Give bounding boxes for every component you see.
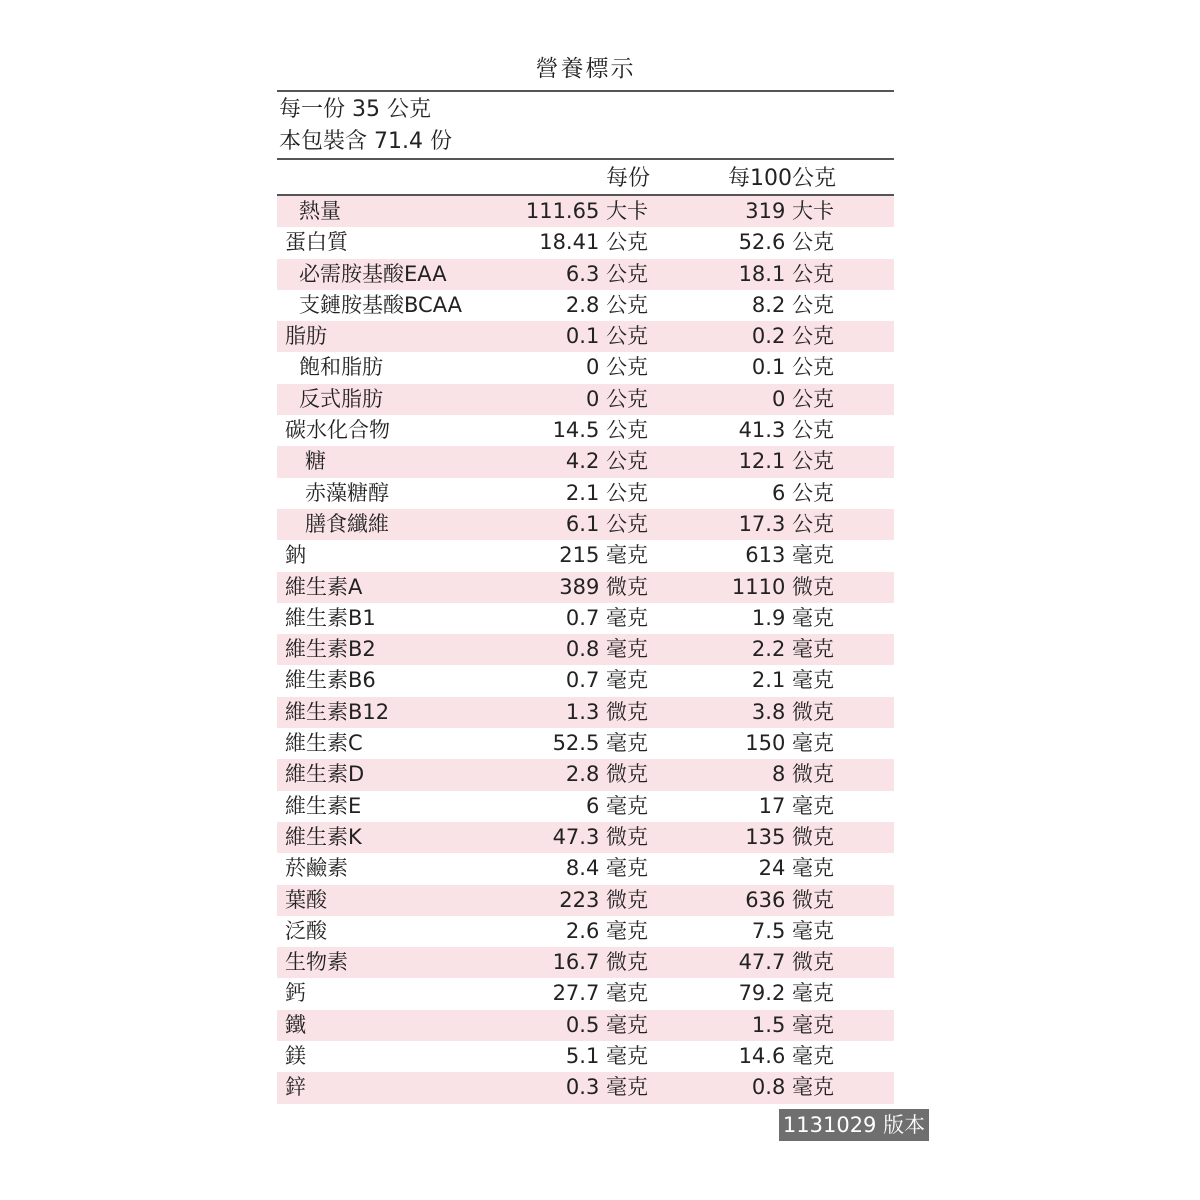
- nutrient-per-serving: 0.7 毫克: [565, 605, 648, 630]
- nutrient-row: [277, 446, 894, 477]
- nutrient-per-serving: 223 微克: [559, 887, 648, 912]
- nutrient-name: 膳食纖維: [305, 511, 389, 536]
- nutrient-per-serving: 2.1 公克: [565, 480, 648, 505]
- nutrient-name: 菸鹼素: [285, 856, 348, 881]
- nutrient-row: [277, 665, 894, 696]
- nutrient-name: 葉酸: [285, 887, 327, 912]
- nutrient-per-100g: 636 微克: [745, 887, 834, 912]
- nutrient-per-100g: 2.2 毫克: [751, 637, 834, 662]
- nutrient-row: [277, 978, 894, 1009]
- nutrient-per-serving: 0 公克: [585, 386, 648, 411]
- nutrient-per-100g: 18.1 公克: [738, 261, 834, 286]
- nutrient-per-serving: 6 毫克: [585, 793, 648, 818]
- nutrient-per-100g: 12.1 公克: [738, 449, 834, 474]
- nutrient-row: [277, 352, 894, 383]
- nutrient-per-serving: 14.5 公克: [552, 418, 648, 443]
- nutrient-row: [277, 259, 894, 290]
- nutrient-per-serving: 27.7 毫克: [552, 981, 648, 1006]
- nutrient-per-100g: 150 毫克: [745, 731, 834, 756]
- nutrient-row: [277, 196, 894, 227]
- column-header: [277, 160, 894, 194]
- nutrient-per-100g: 52.6 公克: [738, 230, 834, 255]
- nutrient-per-serving: 8.4 毫克: [565, 856, 648, 881]
- nutrient-name: 維生素E: [285, 793, 362, 818]
- nutrient-per-100g: 8.2 公克: [751, 292, 834, 317]
- nutrient-row: [277, 540, 894, 571]
- nutrient-per-100g: 41.3 公克: [738, 418, 834, 443]
- nutrient-per-serving: 2.8 公克: [565, 292, 648, 317]
- serving-info: [277, 92, 894, 158]
- nutrient-per-serving: 389 微克: [559, 574, 648, 599]
- nutrient-per-serving: 2.6 毫克: [565, 918, 648, 943]
- nutrient-per-serving: 47.3 微克: [552, 824, 648, 849]
- label-title: 營養標示: [535, 56, 636, 82]
- nutrient-per-serving: 6.1 公克: [565, 511, 648, 536]
- nutrient-row: [277, 1010, 894, 1041]
- nutrient-name: 熱量: [299, 199, 341, 223]
- nutrient-per-100g: 0.1 公克: [751, 355, 834, 380]
- nutrient-per-serving: 0.8 毫克: [565, 637, 648, 662]
- nutrient-row: [277, 1072, 894, 1103]
- nutrient-per-serving: 0.3 毫克: [565, 1075, 648, 1100]
- nutrient-per-serving: 2.8 微克: [565, 762, 648, 787]
- nutrient-per-100g: 135 微克: [745, 824, 834, 849]
- nutrient-per-100g: 24 毫克: [758, 856, 834, 881]
- nutrient-name: 維生素B12: [285, 699, 390, 724]
- nutrient-row: [277, 227, 894, 258]
- nutrient-name: 鎂: [285, 1044, 306, 1069]
- nutrient-per-100g: 319 大卡: [745, 199, 834, 223]
- nutrient-name: 赤藻糖醇: [305, 480, 389, 505]
- nutrient-row: [277, 1041, 894, 1072]
- nutrient-row: [277, 321, 894, 352]
- nutrient-name: 生物素: [285, 950, 348, 975]
- nutrient-row: [277, 478, 894, 509]
- nutrient-per-100g: 1.5 毫克: [751, 1012, 834, 1037]
- nutrient-name: 糖: [305, 449, 326, 474]
- nutrient-per-serving: 4.2 公克: [565, 449, 648, 474]
- nutrient-per-100g: 17.3 公克: [738, 511, 834, 536]
- nutrient-per-serving: 1.3 微克: [565, 699, 648, 724]
- nutrient-per-serving: 18.41 公克: [539, 230, 648, 255]
- nutrient-per-100g: 1110 微克: [731, 574, 834, 599]
- nutrient-row: [277, 384, 894, 415]
- nutrient-name: 維生素B2: [285, 637, 376, 662]
- nutrient-name: 維生素A: [285, 574, 363, 599]
- nutrient-per-100g: 8 微克: [771, 762, 834, 787]
- nutrient-name: 飽和脂肪: [299, 355, 383, 380]
- nutrient-per-serving: 111.65 大卡: [525, 199, 648, 223]
- nutrient-per-serving: 0.1 公克: [565, 324, 648, 349]
- nutrient-per-serving: 0 公克: [585, 355, 648, 380]
- nutrient-name: 鈉: [285, 543, 306, 568]
- nutrient-per-100g: 7.5 毫克: [751, 918, 834, 943]
- nutrient-row: [277, 759, 894, 790]
- nutrient-name: 鈣: [285, 981, 306, 1006]
- nutrient-per-serving: 0.7 毫克: [565, 668, 648, 693]
- nutrient-per-serving: 215 毫克: [559, 543, 648, 568]
- nutrient-name: 維生素C: [285, 731, 363, 756]
- nutrient-row: [277, 728, 894, 759]
- nutrient-per-100g: 17 毫克: [758, 793, 834, 818]
- nutrient-name: 脂肪: [285, 324, 327, 349]
- nutrient-name: 維生素B6: [285, 668, 376, 693]
- nutrient-per-100g: 0 公克: [771, 386, 834, 411]
- nutrient-row: [277, 697, 894, 728]
- nutrient-name: 維生素K: [285, 824, 362, 849]
- nutrient-per-100g: 6 公克: [771, 480, 834, 505]
- nutrient-per-serving: 0.5 毫克: [565, 1012, 648, 1037]
- nutrient-name: 反式脂肪: [299, 386, 383, 411]
- nutrient-row: [277, 822, 894, 853]
- nutrient-per-100g: 14.6 毫克: [738, 1044, 834, 1069]
- nutrient-name: 鐵: [285, 1012, 306, 1037]
- nutrient-per-100g: 613 毫克: [745, 543, 834, 568]
- column-header-per-serving: 每份: [605, 166, 650, 191]
- nutrient-per-100g: 47.7 微克: [738, 950, 834, 975]
- nutrient-name: 鋅: [285, 1075, 306, 1100]
- nutrient-per-serving: 16.7 微克: [552, 950, 648, 975]
- nutrient-name: 泛酸: [285, 918, 327, 943]
- nutrient-name: 必需胺基酸EAA: [299, 261, 447, 286]
- nutrient-row: [277, 853, 894, 884]
- nutrient-row: [277, 947, 894, 978]
- version-badge: 1131029 版本: [779, 1109, 929, 1141]
- nutrition-label: [277, 48, 894, 1104]
- nutrient-row: [277, 603, 894, 634]
- nutrient-row: [277, 509, 894, 540]
- nutrient-name: 碳水化合物: [285, 418, 390, 443]
- nutrient-per-100g: 1.9 毫克: [751, 605, 834, 630]
- nutrient-per-100g: 0.8 毫克: [751, 1075, 834, 1100]
- nutrient-row: [277, 885, 894, 916]
- nutrient-row: [277, 415, 894, 446]
- nutrient-name: 蛋白質: [285, 230, 348, 255]
- column-header-per-100g: 每100公克: [728, 166, 836, 191]
- nutrient-per-serving: 5.1 毫克: [565, 1044, 648, 1069]
- nutrient-table: [277, 196, 894, 1104]
- nutrient-per-serving: 52.5 毫克: [552, 731, 648, 756]
- nutrient-per-100g: 3.8 微克: [751, 699, 834, 724]
- nutrient-per-100g: 0.2 公克: [751, 324, 834, 349]
- nutrient-per-100g: 79.2 毫克: [738, 981, 834, 1006]
- nutrient-name: 維生素B1: [285, 605, 376, 630]
- nutrient-name: 支鏈胺基酸BCAA: [299, 292, 463, 317]
- nutrient-row: [277, 572, 894, 603]
- nutrient-row: [277, 791, 894, 822]
- nutrient-per-100g: 2.1 毫克: [751, 668, 834, 693]
- servings-per-package: 本包裝含 71.4 份: [279, 129, 452, 154]
- serving-size: 每一份 35 公克: [279, 97, 431, 122]
- nutrient-row: [277, 634, 894, 665]
- nutrient-per-serving: 6.3 公克: [565, 261, 648, 286]
- nutrient-name: 維生素D: [285, 762, 365, 787]
- nutrient-row: [277, 290, 894, 321]
- nutrient-row: [277, 916, 894, 947]
